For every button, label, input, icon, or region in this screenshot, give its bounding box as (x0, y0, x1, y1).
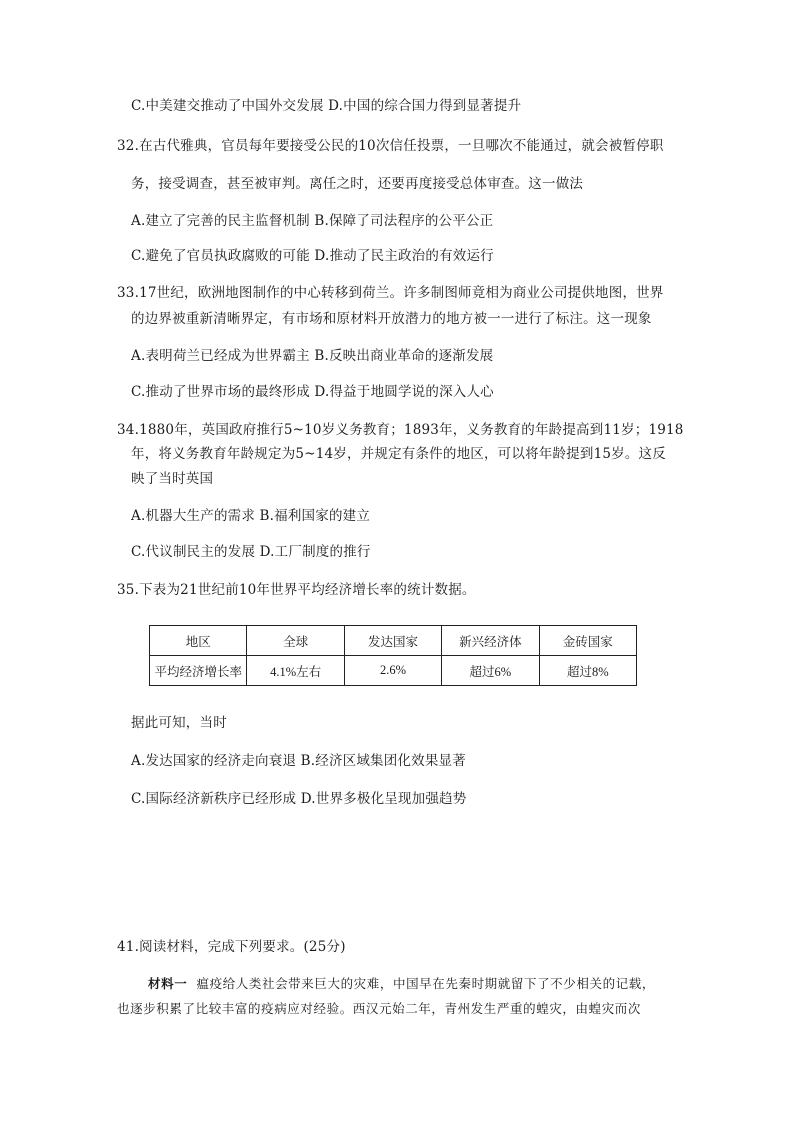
q34-stem-line2: 年，将义务教育年龄规定为5~14岁，并规定有条件的地区，可以将年龄提到15岁。这反 (131, 446, 666, 462)
q31-options-cd: C.中美建交推动了中国外交发展 D.中国的综合国力得到显著提升 (131, 98, 522, 114)
material-label: 材料一 (148, 976, 188, 991)
table-row (150, 656, 637, 686)
q35-options-ab: A.发达国家的经济走向衰退 B.经济区域集团化效果显著 (131, 753, 466, 769)
table-cell: 2.6% (344, 656, 441, 686)
q41-stem: 41.阅读材料，完成下列要求。(25分) (117, 939, 346, 955)
table-header-cell: 新兴经济体 (442, 626, 539, 656)
growth-rate-table (149, 625, 637, 686)
q34-stem-line1: 34.1880年，英国政府推行5~10岁义务教育；1893年，义务教育的年龄提高到11岁；1918 (117, 422, 684, 438)
q34-stem-line3: 映了当时英国 (131, 471, 214, 487)
q33-options-cd: C.推动了世界市场的最终形成 D.得益于地圆学说的深入人心 (131, 384, 494, 400)
q35-followup: 据此可知，当时 (131, 715, 227, 731)
q32-stem-line1: 32.在古代雅典，官员每年要接受公民的10次信任投票，一旦哪次不能通过，就会被暂停职 (117, 138, 664, 154)
q41-material-line1 (148, 974, 655, 994)
table-header-row (150, 626, 637, 656)
q32-options-cd: C.避免了官员执政腐败的可能 D.推动了民主政治的有效运行 (131, 248, 494, 264)
q35-stem: 35.下表为21世纪前10年世界平均经济增长率的统计数据。 (117, 582, 476, 598)
q33-stem-line2: 的边界被重新清晰界定，有市场和原材料开放潜力的地方被一一进行了标注。这一现象 (131, 311, 652, 327)
q34-options-ab: A.机器大生产的需求 B.福利国家的建立 (131, 508, 371, 524)
q32-options-ab: A.建立了完善的民主监督机制 B.保障了司法程序的公平公正 (131, 213, 494, 229)
table-header-cell: 金砖国家 (539, 626, 636, 656)
table-cell: 超过8% (539, 656, 636, 686)
table-header-cell: 发达国家 (344, 626, 441, 656)
table-cell: 平均经济增长率 (150, 656, 247, 686)
q33-stem-line1: 33.17世纪，欧洲地图制作的中心转移到荷兰。许多制图师竟相为商业公司提供地图，世界 (117, 285, 664, 301)
table-cell: 超过6% (442, 656, 539, 686)
table-cell: 4.1%左右 (247, 656, 344, 686)
q33-options-ab: A.表明荷兰已经成为世界霸主 B.反映出商业革命的逐渐发展 (131, 348, 494, 364)
table-header-cell: 全球 (247, 626, 344, 656)
q32-stem-line2: 务，接受调查，甚至被审判。离任之时，还要再度接受总体审查。这一做法 (131, 176, 584, 192)
q35-options-cd: C.国际经济新秩序已经形成 D.世界多极化呈现加强趋势 (131, 791, 467, 807)
table-header-cell: 地区 (150, 626, 247, 656)
q34-options-cd: C.代议制民主的发展 D.工厂制度的推行 (131, 544, 371, 560)
q41-material-line2: 也逐步积累了比较丰富的疫病应对经验。西汉元始二年，青州发生严重的蝗灾，由蝗灾而次 (117, 1001, 642, 1016)
material-text: 瘟疫给人类社会带来巨大的灾难，中国早在先秦时期就留下了不少相关的记载， (196, 976, 655, 991)
